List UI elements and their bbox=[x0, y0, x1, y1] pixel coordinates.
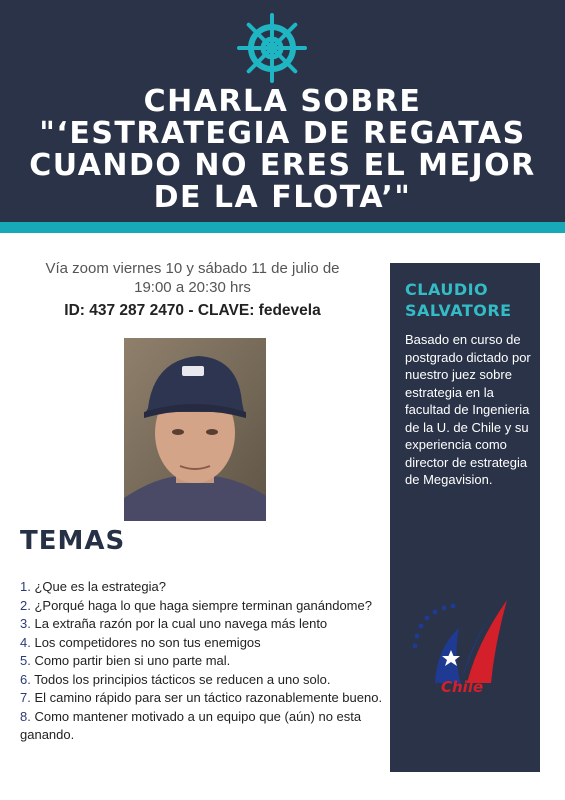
speaker-last-name: SALVATORE bbox=[405, 301, 512, 320]
event-date-line: Vía zoom viernes 10 y sábado 11 de julio de bbox=[45, 260, 340, 277]
item-number: 1. bbox=[20, 579, 31, 594]
speaker-bio: Basado en curso de postgrado dictado por nuestro juez sobre estrategia en la facultad de Ingenieria de la U. de Chile y su experiencia como director de estrategia de Megavision. bbox=[405, 332, 531, 487]
item-text: Como partir bien si uno parte mal. bbox=[34, 653, 231, 668]
ship-wheel-icon bbox=[237, 13, 307, 83]
title-line-2: "‘ESTRATEGIA DE REGATAS bbox=[39, 116, 526, 151]
topics-heading: TEMAS bbox=[20, 526, 126, 556]
zoom-credentials: ID: 437 287 2470 - CLAVE: fedevela bbox=[64, 302, 321, 319]
title-line-1: CHARLA SOBRE bbox=[143, 84, 422, 119]
item-number: 8. bbox=[20, 708, 31, 724]
item-text: La extraña razón por la cual uno navega más lento bbox=[34, 616, 328, 631]
title-line-3: CUANDO NO ERES EL MEJOR bbox=[29, 148, 536, 183]
item-number: 6. bbox=[20, 671, 31, 687]
event-details bbox=[10, 259, 375, 322]
item-text: Como mantener motivado a un equipo que (aún) no esta ganando. bbox=[20, 708, 362, 742]
item-number: 4. bbox=[20, 634, 31, 650]
list-item bbox=[20, 634, 390, 653]
item-text: ¿Porqué haga lo que haga siempre terminan ganándome? bbox=[34, 597, 372, 613]
header-banner bbox=[0, 0, 565, 222]
sailing-chile-logo bbox=[407, 588, 527, 698]
event-time-line: 19:00 a 20:30 hrs bbox=[134, 279, 251, 296]
speaker-first-name: CLAUDIO bbox=[405, 280, 489, 299]
item-number: 3. bbox=[20, 616, 31, 631]
item-text: ¿Que es la estrategia? bbox=[34, 579, 166, 594]
list-item bbox=[20, 597, 390, 616]
logo-text: Chile bbox=[441, 678, 484, 696]
item-number: 2. bbox=[20, 597, 31, 613]
list-item bbox=[20, 578, 390, 597]
item-text: El camino rápido para ser un táctico razonablemente bueno. bbox=[34, 690, 383, 705]
item-number: 7. bbox=[20, 690, 31, 705]
speaker-sidebar bbox=[390, 263, 540, 772]
event-title bbox=[0, 86, 565, 214]
list-item bbox=[20, 689, 390, 708]
title-line-4: DE LA FLOTA’" bbox=[153, 180, 412, 215]
item-text: Todos los principios tácticos se reducen a uno solo. bbox=[34, 671, 331, 687]
topics-list bbox=[20, 578, 390, 745]
list-item bbox=[20, 671, 390, 690]
list-item bbox=[20, 615, 390, 634]
divider-bar bbox=[0, 222, 565, 233]
list-item bbox=[20, 708, 390, 745]
item-text: Los competidores no son tus enemigos bbox=[34, 634, 261, 650]
speaker-photo bbox=[124, 338, 266, 521]
speaker-name bbox=[405, 279, 512, 321]
list-item bbox=[20, 652, 390, 671]
item-number: 5. bbox=[20, 653, 31, 668]
